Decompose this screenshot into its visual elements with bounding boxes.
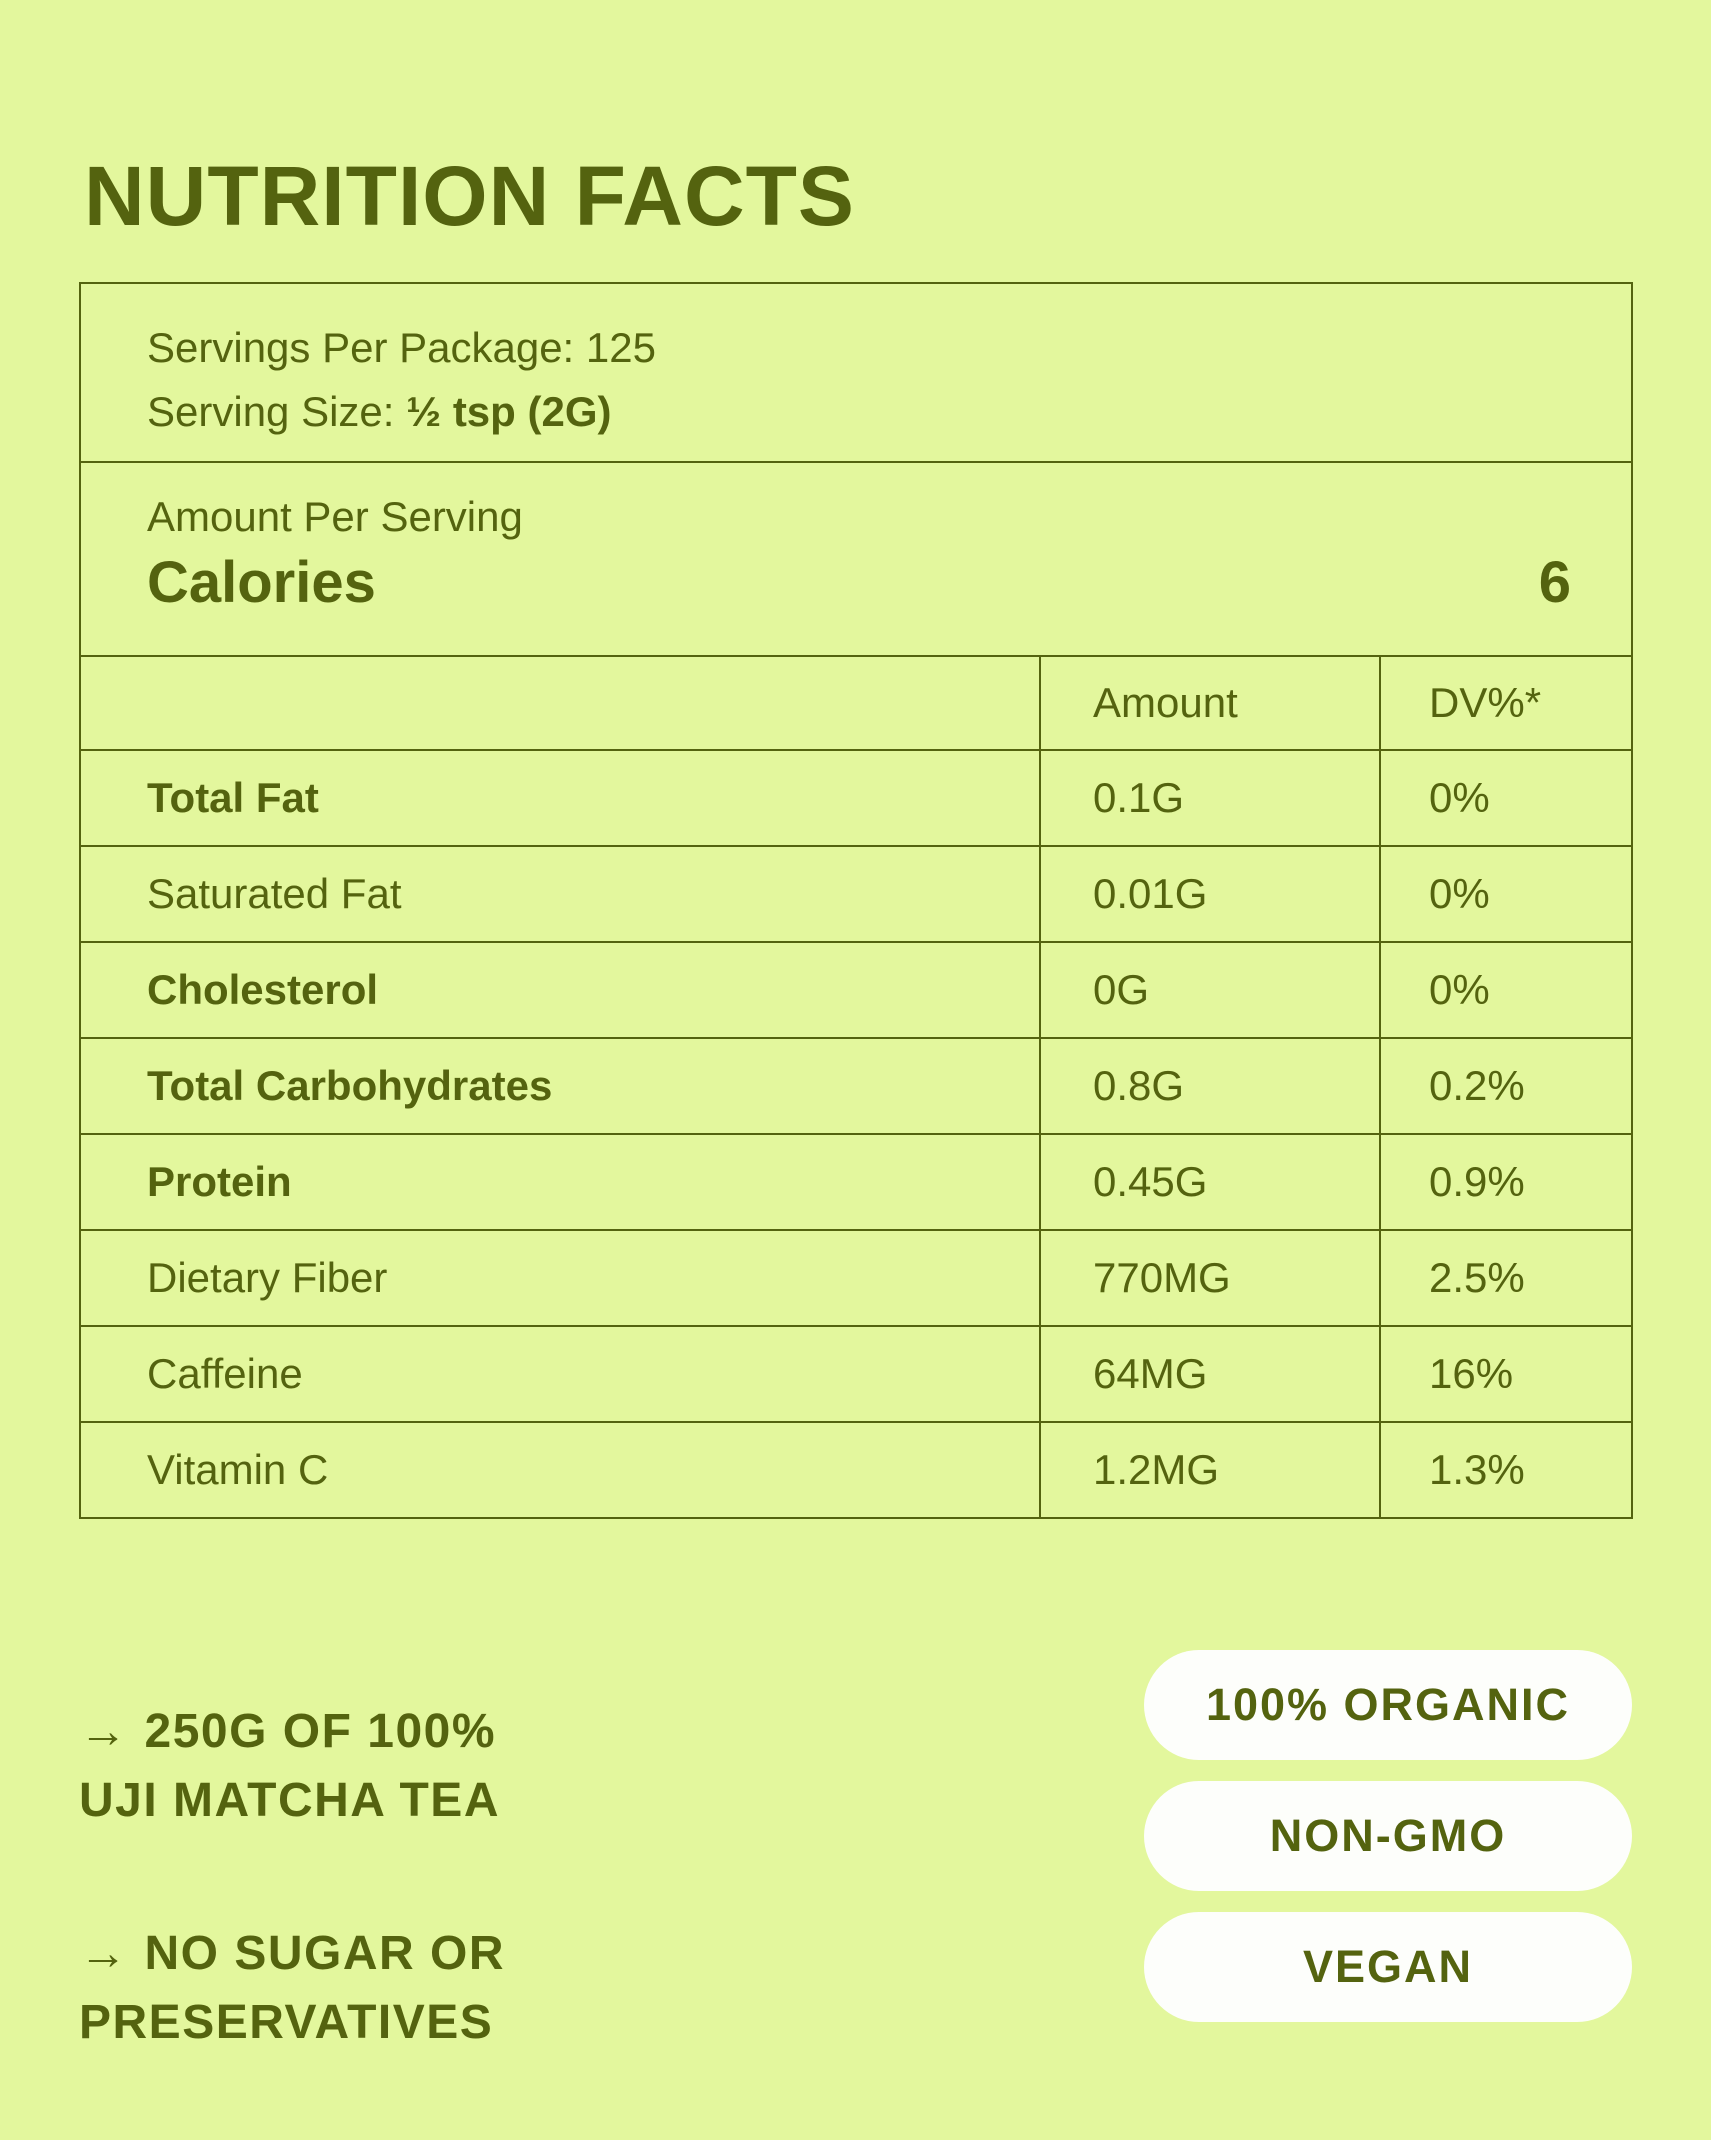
table-header-row (81, 655, 1631, 749)
row-amount-cell: 0G (1039, 943, 1379, 1037)
row-label-cell: Vitamin C (147, 1446, 329, 1493)
servings-per-package-value: 125 (585, 324, 656, 371)
row-dv-cell: 0% (1379, 847, 1631, 941)
amount-per-serving-heading: Amount Per Serving (147, 493, 523, 540)
serving-size-label: Serving Size: (147, 388, 395, 435)
table-row (81, 845, 1631, 941)
row-label-cell: Dietary Fiber (147, 1254, 388, 1301)
row-dv-cell: 2.5% (1379, 1231, 1631, 1325)
row-dv-cell: 0% (1379, 751, 1631, 845)
row-amount-cell: 0.1G (1039, 751, 1379, 845)
serving-size-line (147, 380, 1571, 444)
row-label-cell: Saturated Fat (147, 870, 402, 917)
row-label-cell: Caffeine (147, 1350, 303, 1397)
badge-vegan: VEGAN (1144, 1912, 1632, 2022)
row-dv-cell: 0.2% (1379, 1039, 1631, 1133)
header-nutrient-cell (81, 657, 1039, 749)
serving-size-value: ½ tsp (2G) (406, 388, 612, 435)
row-dv-cell: 0% (1379, 943, 1631, 1037)
servings-per-package-line (147, 316, 1571, 380)
header-dv-cell: DV%* (1379, 657, 1631, 749)
table-row (81, 1037, 1631, 1133)
row-dv-cell: 16% (1379, 1327, 1631, 1421)
table-row (81, 1133, 1631, 1229)
row-label-cell: Total Carbohydrates (147, 1062, 553, 1109)
right-arrow-icon: → (79, 1705, 129, 1758)
badge-non-gmo: NON-GMO (1144, 1781, 1632, 1891)
table-row (81, 941, 1631, 1037)
row-dv-cell: 0.9% (1379, 1135, 1631, 1229)
badge-organic: 100% ORGANIC (1144, 1650, 1632, 1760)
nutrition-facts-panel (79, 282, 1633, 1519)
right-arrow-icon: → (79, 1927, 129, 1980)
row-label-cell: Cholesterol (147, 966, 379, 1013)
calories-label: Calories (147, 550, 376, 615)
footnote-matcha (79, 1697, 505, 1835)
table-row (81, 749, 1631, 845)
servings-per-package-label: Servings Per Package: (147, 324, 575, 371)
footnote-line: PRESERVATIVES (79, 1996, 494, 2049)
page-title: NUTRITION FACTS (84, 149, 855, 244)
row-dv-cell: 1.3% (1379, 1423, 1631, 1517)
row-amount-cell: 770MG (1039, 1231, 1379, 1325)
table-row (81, 1325, 1631, 1421)
calories-line (147, 545, 1571, 621)
row-amount-cell: 1.2MG (1039, 1423, 1379, 1517)
badges-column (1144, 1650, 1632, 2022)
footnote-line: 250G OF 100% (144, 1705, 497, 1758)
row-label-cell: Total Fat (147, 774, 319, 821)
table-row (81, 1421, 1631, 1517)
calories-value: 6 (1538, 550, 1571, 615)
nutrient-rows (81, 749, 1631, 1517)
header-amount-cell: Amount (1039, 657, 1379, 749)
footnote-no-sugar (79, 1919, 505, 2057)
serving-info-section (81, 284, 1631, 461)
calories-section (81, 461, 1631, 655)
row-amount-cell: 0.45G (1039, 1135, 1379, 1229)
row-amount-cell: 0.01G (1039, 847, 1379, 941)
footnote-line: NO SUGAR OR (144, 1927, 506, 1980)
footnote-line: UJI MATCHA TEA (79, 1774, 500, 1827)
row-label-cell: Protein (147, 1158, 292, 1205)
table-row (81, 1229, 1631, 1325)
row-amount-cell: 64MG (1039, 1327, 1379, 1421)
row-amount-cell: 0.8G (1039, 1039, 1379, 1133)
footnotes-block (79, 1697, 505, 2140)
